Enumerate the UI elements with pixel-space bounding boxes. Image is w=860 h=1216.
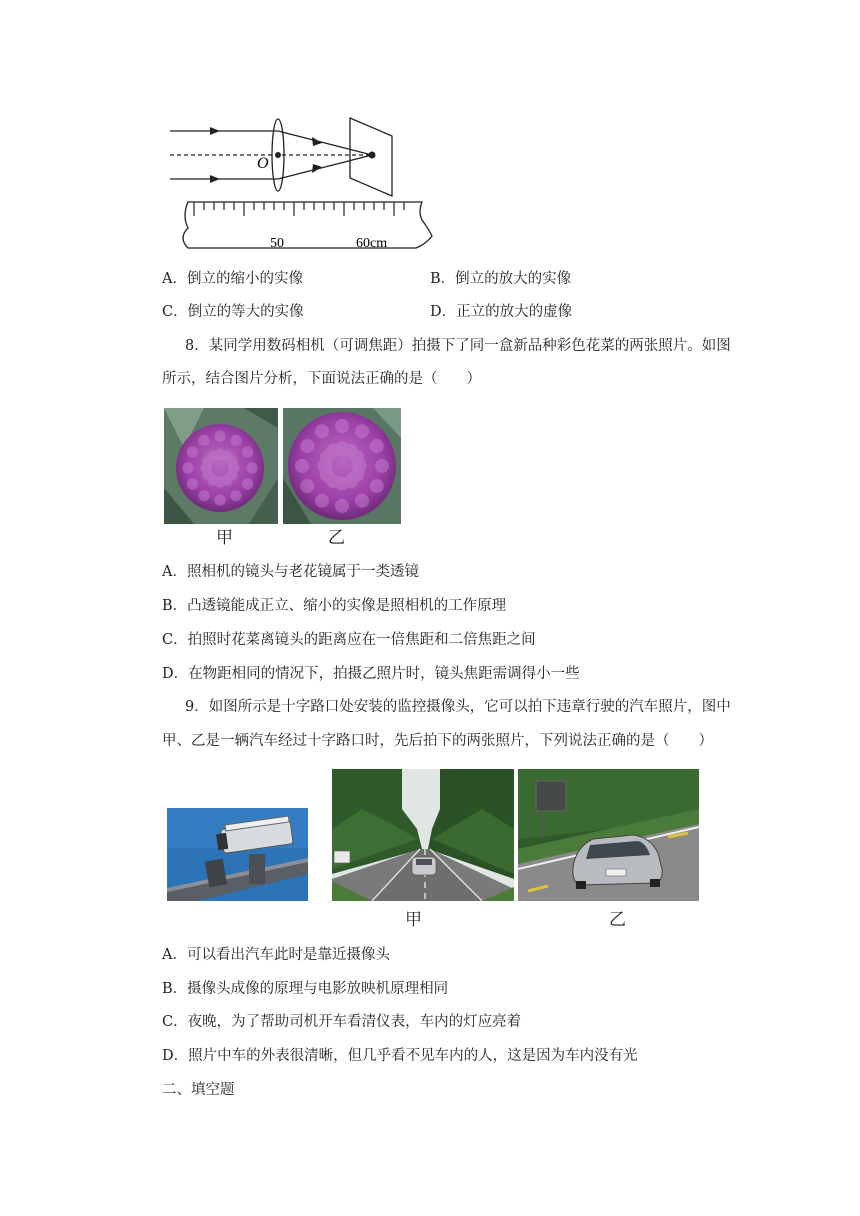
security-camera-photo [167,808,308,901]
floret [227,455,238,466]
ruler [183,202,432,248]
floret [246,462,257,473]
floret [230,490,241,501]
floret [375,459,389,473]
q7-option-b[interactable]: B．倒立的放大的实像 [430,271,572,287]
floret [335,419,349,433]
floret [187,478,198,489]
q8-caption-yi: 乙 [328,528,345,548]
q7-option-c[interactable]: C．倒立的等大的实像 [162,304,304,320]
lens-ruler-diagram [160,110,440,260]
floret [370,439,384,453]
q8-option-b[interactable]: B．凸透镜能成正立、缩小的实像是照相机的工作原理 [162,598,507,614]
refracted-ray-bottom [278,155,372,179]
q7-option-d[interactable]: D．正立的放大的虚像 [430,304,573,320]
q8-stem-line1: 8．某同学用数码相机（可调焦距）拍摄下了同一盒新品种彩色花菜的两张照片。如图 [185,338,731,354]
floret [355,424,369,438]
q9-stem-line1: 9．如图所示是十字路口处安装的监控摄像头，它可以拍下违章行驶的汽车照片，图中 [185,699,731,715]
section-2-title: 二、填空题 [162,1082,235,1098]
q9-stem-line2: 甲、乙是一辆汽车经过十字路口时，先后拍下的两张照片，下列说法正确的是（ ） [162,733,713,749]
q9-caption-yi: 乙 [609,910,626,930]
floret [230,435,241,446]
floret [187,446,198,457]
floret [350,450,364,464]
q9-option-d[interactable]: D．照片中车的外表很清晰，但几乎看不见车内的人，这是因为车内没有光 [162,1048,638,1064]
cauliflower-photo-jia [164,408,278,524]
floret [242,446,253,457]
floret [295,459,309,473]
floret [214,494,225,505]
focus-point-dot [369,152,376,159]
arrow-bottom-icon [210,175,220,183]
floret [355,494,369,508]
floret [335,499,349,513]
q8-stem-line2: 所示，结合图片分析，下面说法正确的是（ ） [162,371,481,387]
floret [300,479,314,493]
q7-option-a[interactable]: A．倒立的缩小的实像 [162,271,303,287]
road-photo-jia [332,769,514,901]
floret [214,430,225,441]
floret [242,478,253,489]
arrow-top-icon [210,127,220,135]
ruler-label-60: 60cm [356,236,388,251]
q9-option-b[interactable]: B．摄像头成像的原理与电影放映机原理相同 [162,981,449,997]
floret [198,490,209,501]
q8-option-a[interactable]: A．照相机的镜头与老花镜属于一类透镜 [162,564,419,580]
q9-caption-jia: 甲 [405,910,422,930]
road-photo-yi [518,769,699,901]
floret [198,435,209,446]
floret [300,439,314,453]
road-sign [536,781,566,811]
refracted-ray-top [278,131,372,155]
floret [315,494,329,508]
floret [182,462,193,473]
floret [370,479,384,493]
car-large [573,835,662,889]
q8-option-c[interactable]: C．拍照时花菜离镜头的距离应在一倍焦距和二倍焦距之间 [162,632,536,648]
cauliflower-photos [164,408,401,524]
q9-option-a[interactable]: A．可以看出汽车此时是靠近摄像头 [162,947,390,963]
optical-center-dot [275,152,281,158]
floret [315,424,329,438]
q9-option-c[interactable]: C．夜晚，为了帮助司机开车看清仪表，车内的灯应亮着 [162,1014,522,1030]
ruler-label-50: 50 [270,236,284,251]
lens-label: O [257,155,269,172]
q8-option-d[interactable]: D．在物距相同的情况下，拍摄乙照片时，镜头焦距需调得小一些 [162,666,580,682]
q8-caption-jia: 甲 [216,528,233,548]
